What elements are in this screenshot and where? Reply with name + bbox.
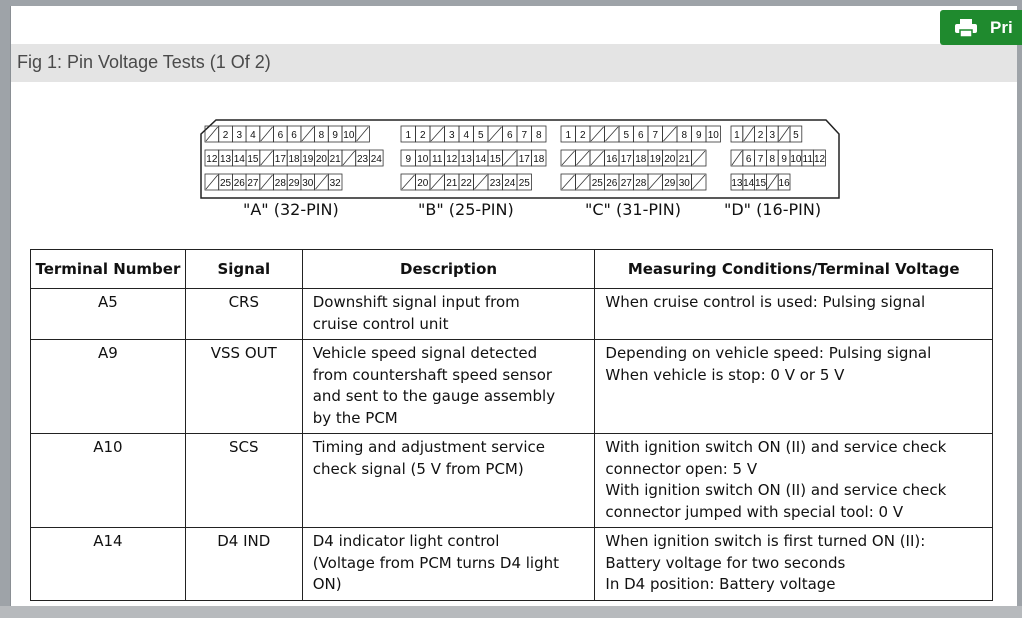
cell-signal: D4 IND [185,528,302,601]
pin-number: 12 [206,154,218,165]
pin-number: 3 [448,130,455,141]
pin-number: 18 [288,154,300,165]
pin-number: 8 [769,154,776,165]
pin-number: 10 [417,154,429,165]
pin-number: 17 [518,154,530,165]
pin-number: 13 [219,154,232,165]
connector-label-b: "B" (25-PIN) [418,200,514,219]
pin-number: 3 [769,130,776,141]
conditions-line: When vehicle is stop: 0 V or 5 V [605,365,845,384]
pin-number: 22 [460,178,472,189]
pin-blank-slash [591,151,604,165]
pin-number: 6 [277,130,284,141]
cell-terminal: A14 [31,528,186,601]
pin-number: 29 [664,178,676,189]
pin-voltage-table-wrapper [30,249,993,601]
pin-number: 20 [315,154,328,165]
pin-number: 21 [329,154,341,165]
pin-blank-slash [767,175,777,189]
pin-number: 9 [332,130,338,141]
pin-number: 19 [302,154,314,165]
pin-blank-slash [577,175,590,189]
pin-number: 9 [781,154,787,165]
pin-blank-slash [489,127,502,141]
pin-number: 15 [247,154,259,165]
cell-conditions [595,340,993,434]
description-line: Downshift signal input from [312,293,520,311]
pin-number: 2 [419,130,426,141]
pin-voltage-table [30,249,993,601]
conditions-line: Depending on vehicle speed: Pulsing signal [605,344,932,362]
pin-blank-slash [693,151,706,165]
conditions-line: connector open: 5 V [605,459,758,478]
pin-number: 20 [664,154,676,165]
pin-number: 30 [678,178,690,189]
pin-number: 18 [533,154,545,165]
pin-number: 14 [233,154,245,165]
pin-number: 32 [329,178,341,189]
pin-number: 28 [274,178,286,189]
pin-number: 21 [446,178,458,189]
pin-number: 24 [504,178,516,189]
pin-number: 26 [233,178,245,189]
pin-number: 8 [681,130,688,141]
pin-number: 26 [606,178,618,189]
pin-blank-slash [343,151,355,165]
pin-number: 25 [518,178,530,189]
pin-number: 6 [506,130,513,141]
pin-number: 16 [778,178,790,189]
description-line: Vehicle speed signal detected [312,344,538,362]
pin-blank-slash [402,175,415,189]
cell-terminal: A9 [31,340,186,434]
pin-number: 28 [635,178,647,189]
pin-number: 8 [535,130,542,141]
conditions-line: In D4 position: Battery voltage [605,575,836,593]
pin-number: 14 [743,178,755,189]
pin-number: 13 [731,178,743,189]
cell-terminal: A5 [31,289,186,340]
cell-signal: VSS OUT [185,340,302,434]
pin-blank-slash [261,175,273,189]
cell-conditions [595,434,993,528]
cell-description [302,434,595,528]
pin-blank-slash [744,127,754,141]
pin-number: 23 [489,178,501,189]
pin-blank-slash [779,127,789,141]
pin-number: 5 [793,130,799,141]
pin-blank-slash [316,175,328,189]
pin-number: 6 [637,130,644,141]
pin-number: 12 [446,154,458,165]
pin-blank-slash [302,127,314,141]
pin-number: 9 [405,154,412,165]
print-button-label: Pri [990,17,1013,37]
header-signal: Signal [185,250,302,289]
pin-number: 10 [707,130,719,141]
pin-number: 17 [274,154,286,165]
pin-number: 7 [652,130,659,141]
pin-number: 8 [318,130,325,141]
description-line: by the PCM [312,408,398,427]
pin-blank-slash [431,175,444,189]
conditions-line: When cruise control is used: Pulsing signal [605,293,926,311]
pin-blank-slash [649,175,662,189]
print-button[interactable] [940,10,1022,45]
pin-number: 5 [623,130,630,141]
pin-number: 21 [678,154,690,165]
cell-conditions [595,289,993,340]
connector-pin-diagram [191,114,851,204]
header-conditions: Measuring Conditions/Terminal Voltage [595,250,993,289]
pin-number: 10 [790,154,802,165]
pin-number: 2 [222,130,229,141]
cell-description [302,289,595,340]
description-line: ON) [312,575,342,593]
pin-number: 1 [734,130,740,141]
connector-label-a: "A" (32-PIN) [243,200,339,219]
pin-blank-slash [504,151,517,165]
cell-terminal: A10 [31,434,186,528]
pin-number: 11 [802,154,813,165]
pin-blank-slash [562,175,575,189]
pin-number: 13 [460,154,472,165]
conditions-line: When ignition switch is first turned ON (II): [605,532,926,550]
pin-number: 25 [591,178,603,189]
pin-number: 18 [635,154,647,165]
connector-label-d: "D" (16-PIN) [724,200,822,219]
description-line: check signal (5 V from PCM) [312,459,524,478]
cell-description [302,340,595,434]
pin-blank-slash [431,127,444,141]
pin-number: 9 [695,130,702,141]
pin-number: 11 [432,154,443,165]
description-line: and sent to the gauge assembly [312,387,556,405]
pin-blank-slash [577,151,590,165]
table-row [31,434,993,528]
pin-number: 17 [620,154,632,165]
pin-number: 15 [489,154,501,165]
pin-number: 4 [463,130,470,141]
header-description: Description [302,250,595,289]
table-header-row [31,250,993,289]
table-row [31,289,993,340]
pin-blank-slash [261,151,273,165]
pin-blank-slash [562,151,575,165]
pin-blank-slash [693,175,706,189]
pin-blank-slash [591,127,604,141]
printer-icon [954,18,978,38]
description-line: cruise control unit [312,314,449,333]
pin-number: 2 [757,130,764,141]
pin-number: 6 [291,130,297,141]
cell-signal: CRS [185,289,302,340]
description-line: from countershaft speed sensor [312,365,553,384]
conditions-line: connector jumped with special tool: 0 V [605,502,904,521]
pin-number: 24 [370,154,382,165]
pin-blank-slash [357,127,369,141]
pin-number: 2 [579,130,586,141]
page-title: Fig 1: Pin Voltage Tests (1 Of 2) [17,52,271,72]
pin-number: 20 [417,178,429,189]
conditions-line: With ignition switch ON (II) and service check [605,438,947,456]
pin-number: 7 [757,154,764,165]
pin-blank-slash [206,175,218,189]
pin-number: 4 [250,130,256,141]
pin-blank-slash [732,151,742,165]
description-line: (Voltage from PCM turns D4 light [312,553,559,572]
pin-blank-slash [261,127,273,141]
description-line: Timing and adjustment service [312,438,545,456]
pin-number: 12 [813,154,826,165]
document-panel [10,6,1017,618]
pin-number: 15 [754,178,767,189]
cell-signal: SCS [185,434,302,528]
pin-number: 7 [521,130,528,141]
pin-number: 1 [565,130,572,141]
pin-number: 1 [405,130,412,141]
pin-number: 5 [477,130,484,141]
pin-blank-slash [664,127,677,141]
pin-number: 25 [219,178,232,189]
pin-number: 3 [236,130,243,141]
pin-blank-slash [206,127,218,141]
connector-label-c: "C" (31-PIN) [585,200,681,219]
pin-number: 27 [620,178,632,189]
pin-number: 19 [649,154,661,165]
title-bar [11,44,1017,82]
pin-number: 10 [343,130,355,141]
pin-number: 23 [356,154,369,165]
conditions-line: With ignition switch ON (II) and service check [605,481,947,499]
header-terminal-number: Terminal Number [31,250,186,289]
description-line: D4 indicator light control [312,532,500,550]
pin-number: 16 [606,154,618,165]
pin-blank-slash [606,127,619,141]
table-row [31,340,993,434]
pin-number: 27 [247,178,259,189]
pin-number: 30 [302,178,314,189]
cell-description [302,528,595,601]
pin-number: 6 [745,154,752,165]
cell-conditions [595,528,993,601]
pin-number: 29 [288,178,300,189]
pin-blank-slash [475,175,488,189]
window-bottom-edge [0,606,1022,618]
table-row [31,528,993,601]
pin-number: 14 [475,154,487,165]
conditions-line: Battery voltage for two seconds [605,553,846,572]
